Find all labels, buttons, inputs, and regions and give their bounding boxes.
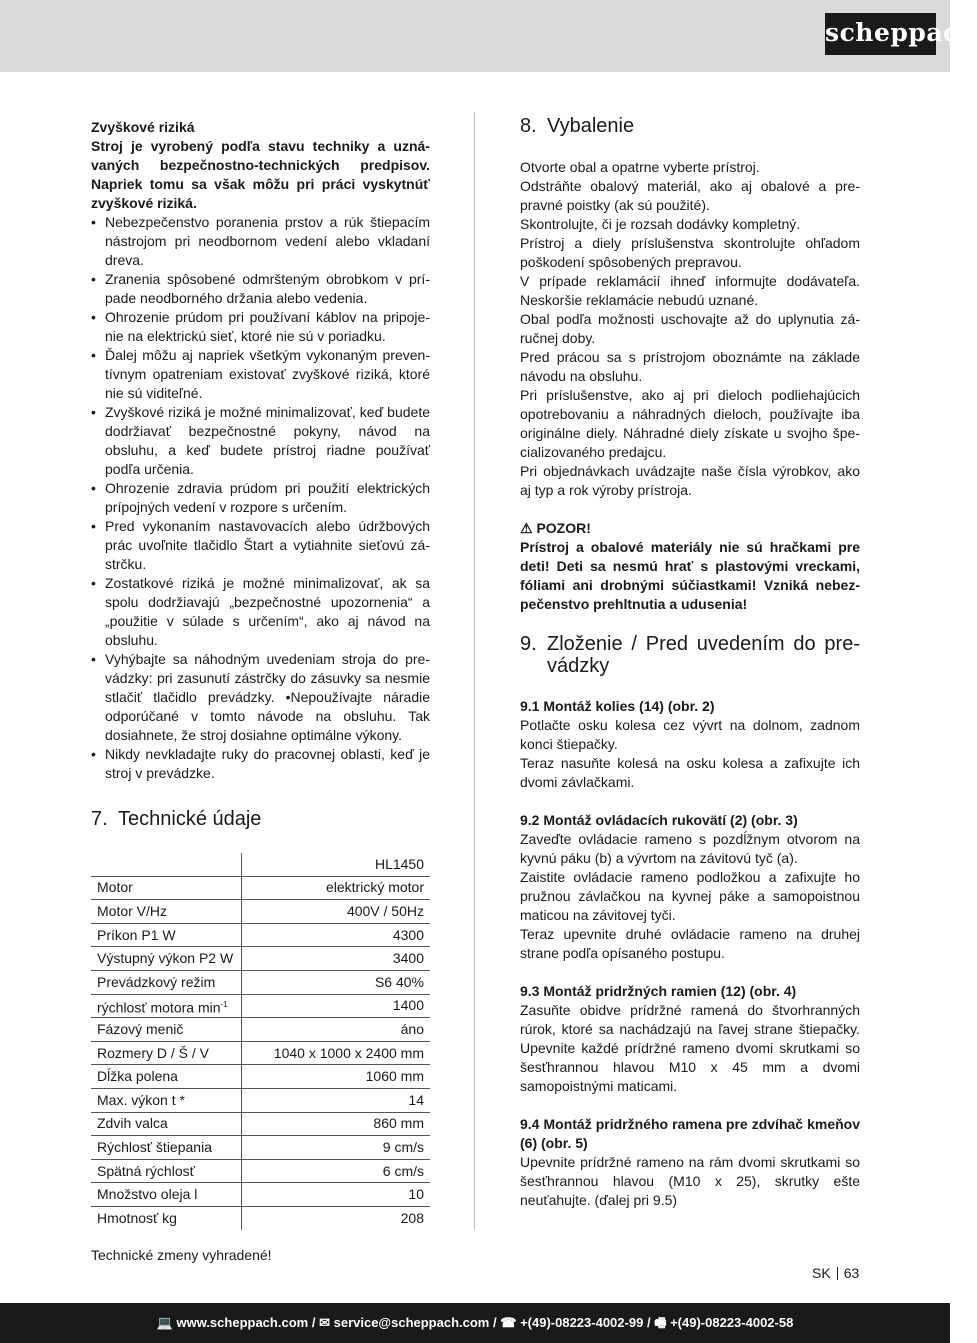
list-item: • Ďalej môžu aj napriek všetkým vykonaným preventívnym opatreniam existovať zvyškové riziká, ktoré nie sú viditeľné. [91, 346, 430, 403]
table-row [91, 994, 430, 1018]
spec-value: 3400 [242, 947, 431, 971]
list-item: • Zostatkové riziká je možné minimalizovať, ak sa spolu dodržiavajú „bezpečnostné upozornenia“ a „použitie v súlade s určením“, ako aj návod na obsluhu. [91, 574, 430, 650]
paragraph: Pri objednávkach uvádzajte naše čísla výrobkov, ako aj typ a rok výroby prístroja. [520, 463, 860, 498]
table-header-row [91, 853, 430, 876]
computer-icon: 💻 [156, 1315, 173, 1330]
warning-box [520, 519, 860, 614]
spec-value: áno [242, 1018, 431, 1042]
table-row [91, 1206, 430, 1229]
paragraph: Pri príslušenstve, ako aj pri dieloch podliehajúcich opotrebovaniu a náhradných dieloch, používajte iba originálne diely. Náhradné diely získate u svojho špecializovaného predajcu. [520, 387, 860, 460]
table-row [91, 970, 430, 994]
paragraph: Zasuňte obidve prídržné ramená do štvorhranných rúrok, ktoré sa nachádzajú na ľavej strane štiepačky. Upevnite každé prídržné rameno dvomi skrutkami so šesťhrannou hlavou M10 x 45 mm a dvomi samopoistnými maticami. [520, 1002, 860, 1094]
residual-risks-intro: Stroj je vyrobený podľa stavu techniky a uznávaných bezpečnostno-technických predpisov. Napriek tomu sa však môžu pri práci vyskytnúť zvyškové riziká. [91, 138, 430, 211]
spec-value: 1060 mm [242, 1065, 431, 1089]
fax-number: +(49)-08223-4002-58 [670, 1315, 794, 1330]
spec-label: Prevádzkový režim [91, 970, 242, 994]
mail-icon: ✉ [319, 1315, 330, 1330]
table-row [91, 1183, 430, 1207]
paragraph: Zaveďte ovládacie rameno s pozdĺžnym otvorom na kyvnú páku (b) a vývrtom na závitovú tyč (a). [520, 831, 860, 866]
page-number-value: 63 [843, 1265, 860, 1281]
paragraph: V prípade reklamácií ihneď informujte dodávateľa. Neskoršie reklamácie nebudú uznané. [520, 273, 860, 308]
subsection-9-3 [520, 982, 860, 1096]
table-row [91, 1065, 430, 1089]
residual-risks-list [91, 213, 430, 783]
spec-value: 860 mm [242, 1112, 431, 1136]
list-item: • Ohrozenie prúdom pri používaní káblov na pripojenie na elektrickú sieť, ktoré nie sú v poriadku. [91, 308, 430, 346]
spec-value: 400V / 50Hz [242, 900, 431, 924]
subsection-title: 9.4 Montáž pridržného ramena pre zdvíhač kmeňov (6) (obr. 5) [520, 1116, 860, 1151]
list-item: • Ohrozenie zdravia prúdom pri použití elektrických prípojných vedení v rozpore s určením. [91, 479, 430, 517]
spec-value: elektrický motor [242, 876, 431, 900]
paragraph: Teraz nasuňte kolesá na osku kolesa a zafixujte ich dvomi závlačkami. [520, 755, 860, 790]
spec-value: 1040 x 1000 x 2400 mm [242, 1041, 431, 1065]
paragraph: Upevnite prídržné rameno na rám dvomi skrutkami so šesťhrannou hlavou (M10 x 25), skrutky ešte neuťahujte. (ďalej pri 9.5) [520, 1154, 860, 1208]
warning-icon: ⚠ [520, 520, 533, 536]
spec-label: Spätná rýchlosť [91, 1159, 242, 1183]
paragraph: Zaistite ovládacie rameno podložkou a zafixujte ho pružnou závlačkou na kyvnej páke a samopoistnou maticou na závitovej tyči. [520, 869, 860, 923]
header-bar [0, 0, 977, 72]
list-item: • Vyhýbajte sa náhodným uvedeniam stroja do prevádzky: pri zasunutí zástrčky do zásuvky sa nesmie stlačiť tlačidlo prevádzky. •Nepoužívajte náradie odporúčané v tomto návode na obsluhu. Tak dosiahnete, že stroj dosiahne optimálne výkony. [91, 650, 430, 745]
spec-label: Dĺžka polena [91, 1065, 242, 1089]
spec-value: 9 cm/s [242, 1136, 431, 1160]
table-row [91, 1112, 430, 1136]
left-column [91, 118, 430, 1265]
spec-label: Výstupný výkon P2 W [91, 947, 242, 971]
spec-label: Zdvih valca [91, 1112, 242, 1136]
spec-value: 6 cm/s [242, 1159, 431, 1183]
spec-value: 1400 [242, 994, 431, 1018]
language-code: SK [812, 1265, 831, 1281]
table-row [91, 1041, 430, 1065]
spec-label: rýchlosť motora $\min^{-1}$ [91, 994, 242, 1018]
spec-label: Fázový menič [91, 1018, 242, 1042]
section-title: Technické údaje [118, 808, 262, 830]
subsection-title: 9.3 Montáž pridržných ramien (12) (obr. 4) [520, 983, 797, 999]
residual-risks-title: Zvyškové riziká [91, 119, 195, 135]
subsection-9-2 [520, 811, 860, 963]
section-9-heading [520, 633, 860, 677]
subsection-9-1 [520, 697, 860, 792]
section-7-heading [91, 807, 430, 831]
brand-logo: scheppach [825, 13, 936, 55]
list-item: • Zranenia spôsobené odmršteným obrobkom v prípade neodborného držania alebo vedenia. [91, 270, 430, 308]
spec-value: S6 40% [242, 970, 431, 994]
table-row [91, 1088, 430, 1112]
spec-label: Max. výkon t * [91, 1088, 242, 1112]
section-title: Zloženie / Pred uvedením do prevádzky [547, 633, 860, 677]
page-number [812, 1265, 859, 1281]
list-item: • Pred vykonaním nastavovacích alebo údržbových prác uvoľnite tlačidlo Štart a vytiahnite sieťovú zástrčku. [91, 517, 430, 574]
table-row [91, 876, 430, 900]
email-link[interactable]: service@scheppach.com [333, 1315, 490, 1330]
paragraph: Pred prácou sa s prístrojom oboznámte na základe návodu na obsluhu. [520, 349, 860, 384]
spec-label: Príkon P1 W [91, 923, 242, 947]
list-item: • Zvyškové riziká je možné minimalizovať, keď budete dodržiavať bezpečnostné pokyny, návod na obsluhu, a keď budete prístroj riadne používať podľa určenia. [91, 403, 430, 479]
separator [837, 1267, 838, 1280]
footer-bar: 💻 www.scheppach.com / ✉ service@scheppach.com / ☎ +(49)-08223-4002-99 / 🖷 +(49)-08223-4002-58 [0, 1303, 950, 1343]
section-number: 7. [91, 808, 108, 830]
spec-value: 4300 [242, 923, 431, 947]
phone-number: +(49)-08223-4002-99 [520, 1315, 644, 1330]
paragraph: Odstráňte obalový materiál, ako aj obalové a prepravné poistky (ak sú použité). [520, 178, 860, 213]
table-row [91, 1018, 430, 1042]
table-row [91, 947, 430, 971]
section-8-heading [520, 114, 860, 138]
warning-title: POZOR! [536, 520, 591, 536]
table-row [91, 900, 430, 924]
paragraph: Otvorte obal a opatrne vyberte prístroj. [520, 159, 760, 175]
technical-data-table [91, 853, 430, 1230]
spec-label: Rozmery D / Š / V [91, 1041, 242, 1065]
section-number: 8. [520, 115, 537, 137]
table-row [91, 923, 430, 947]
section-number: 9. [520, 633, 537, 655]
column-divider [474, 112, 475, 1230]
spec-label: Rýchlosť štiepania [91, 1136, 242, 1160]
website-link[interactable]: www.scheppach.com [176, 1315, 309, 1330]
spec-value: 208 [400, 1209, 424, 1226]
fax-icon: 🖷 [654, 1315, 667, 1330]
right-column [520, 114, 860, 1210]
section-title: Vybalenie [547, 115, 635, 137]
table-row [91, 1136, 430, 1160]
spec-label: Množstvo oleja l [91, 1183, 242, 1207]
subsection-9-4 [520, 1115, 860, 1210]
list-item: • Nikdy nevkladajte ruky do pracovnej oblasti, keď je stroj v prevádzke. [91, 745, 430, 783]
unpacking-text [520, 158, 860, 500]
model-name: HL1450 [242, 853, 431, 876]
table-body [91, 876, 430, 1229]
table-row [91, 1159, 430, 1183]
technical-note: Technické zmeny vyhradené! [91, 1246, 272, 1263]
subsection-title: 9.2 Montáž ovládacích rukovätí (2) (obr. 3) [520, 812, 798, 828]
subsection-title: 9.1 Montáž kolies (14) (obr. 2) [520, 698, 715, 714]
paragraph: Skontrolujte, či je rozsah dodávky kompletný. [520, 216, 801, 232]
spec-label: Hmotnosť kg [91, 1206, 242, 1229]
paragraph: Obal podľa možnosti uschovajte až do uplynutia záručnej doby. [520, 311, 860, 346]
phone-icon: ☎ [500, 1315, 517, 1330]
paragraph: Potlačte osku kolesa cez vývrt na dolnom, zadnom konci štiepačky. [520, 717, 860, 752]
spec-value: 10 [242, 1183, 431, 1207]
spec-value: 14 [242, 1088, 431, 1112]
spec-label: Motor [91, 876, 242, 900]
paragraph: Prístroj a diely príslušenstva skontrolujte ohľadom poškodení spôsobených prepravou. [520, 235, 860, 270]
list-item: • Nebezpečenstvo poranenia prstov a rúk štiepacím nástrojom pri neodbornom vedení alebo vkladaní dreva. [91, 213, 430, 270]
paragraph: Teraz upevnite druhé ovládacie rameno na druhej strane podľa opísaného postupu. [520, 926, 860, 961]
warning-text: Prístroj a obalové materiály nie sú hračkami pre deti! Deti sa nesmú hrať s plastovými vreckami, fóliami ani drobnými súčiastkami! Vzniká nebezpečenstvo prehltnutia a udusenia! [520, 539, 860, 612]
spec-label: Motor V/Hz [91, 900, 242, 924]
